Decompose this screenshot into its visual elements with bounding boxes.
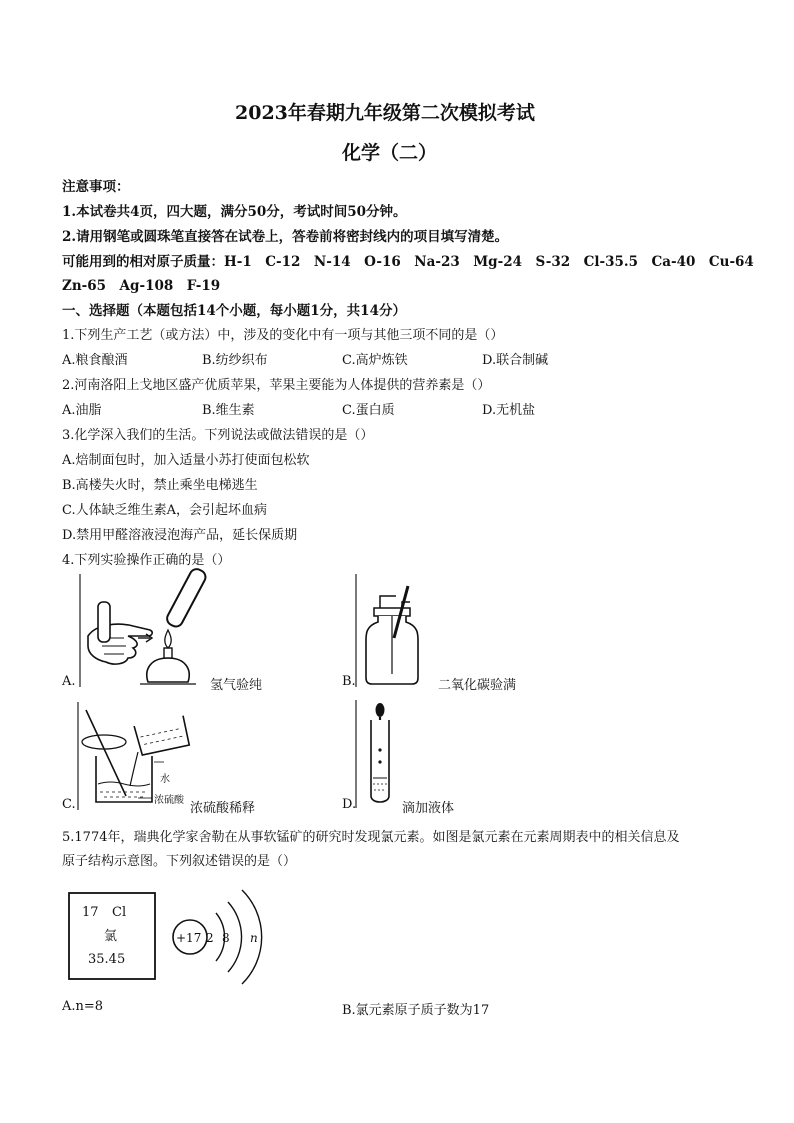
sulfuric-acid-dilution-figure [74, 702, 194, 812]
exam-title: 2023年春期九年级第二次模拟考试 [235, 102, 535, 124]
element-atomic-number: 17 [82, 905, 99, 920]
question-1-option-a: A.粮食酿酒 [62, 353, 128, 368]
question-2-option-a: A.油脂 [62, 403, 102, 418]
element-symbol: Cl [112, 905, 127, 920]
notice-heading: 注意事项： [62, 179, 130, 195]
shell-2-electrons: 8 [222, 931, 230, 945]
question-4-option-a-caption: 氢气验纯 [210, 678, 263, 693]
question-3-option-b: B.高楼失火时，禁止乘坐电梯逃生 [62, 478, 258, 493]
question-5-option-b: B.氯元素原子质子数为17 [342, 1003, 490, 1018]
chlorine-atomic-structure-diagram [170, 880, 270, 990]
hydrogen-purity-test-figure [78, 574, 208, 689]
chlorine-element-card [68, 892, 156, 980]
dropper-adding-liquid-figure [356, 700, 406, 812]
element-atomic-mass: 35.45 [88, 952, 126, 967]
question-3-stem: 3.化学深入我们的生活。下列说法或做法错误的是（） [62, 428, 374, 443]
section-heading: 一、选择题（本题包括14个小题，每小题1分，共14分） [62, 303, 406, 319]
question-5-option-a: A.n=8 [62, 999, 104, 1014]
question-4-stem: 4.下列实验操作正确的是（） [62, 553, 231, 568]
atomic-masses-line-1: 可能用到的相对原子质量：H-1 C-12 N-14 O-16 Na-23 Mg-24 S-32 Cl-35.5 Ca-40 Cu-64 [62, 254, 754, 270]
nucleus-charge: +17 [176, 931, 202, 945]
question-2-option-b: B.维生素 [202, 403, 255, 418]
question-2-option-c: C.蛋白质 [342, 403, 395, 418]
notice-item-1: 1.本试卷共4页，四大题，满分50分，考试时间50分钟。 [62, 204, 407, 220]
question-2-stem: 2.河南洛阳上戈地区盛产优质苹果，苹果主要能为人体提供的营养素是（） [62, 378, 491, 393]
question-2-option-d: D.无机盐 [482, 403, 536, 418]
question-4-option-d-letter: D. [342, 797, 357, 812]
notice-item-2: 2.请用钢笔或圆珠笔直接答在试卷上，答卷前将密封线内的项目填写清楚。 [62, 229, 509, 245]
question-1-option-b: B.纺纱织布 [202, 353, 268, 368]
carbon-dioxide-full-test-figure [356, 574, 436, 689]
question-3-option-c: C.人体缺乏维生素A，会引起坏血病 [62, 503, 268, 518]
question-4-option-c-caption: 浓硫酸稀释 [190, 801, 256, 816]
question-1-option-d: D.联合制碱 [482, 353, 549, 368]
question-4-option-b-caption: 二氧化碳验满 [438, 678, 517, 693]
question-4-option-b-letter: B. [342, 674, 356, 689]
shell-1-electrons: 2 [206, 931, 214, 945]
question-5-stem-line-2: 原子结构示意图。下列叙述错误的是（） [62, 854, 297, 869]
question-4-option-a-letter: A. [62, 674, 76, 689]
atomic-masses-line-2: Zn-65 Ag-108 F-19 [62, 278, 221, 294]
question-4-option-d-caption: 滴加液体 [402, 801, 455, 816]
shell-3-electrons: n [250, 931, 258, 945]
question-5-stem-line-1: 5.1774年，瑞典化学家舍勒在从事软锰矿的研究时发现氯元素。如图是氯元素在元素周期表中的相关信息及 [62, 830, 680, 845]
question-3-option-a: A.焙制面包时，加入适量小苏打使面包松软 [62, 453, 310, 468]
question-3-option-d: D.禁用甲醛溶液浸泡海产品，延长保质期 [62, 528, 298, 543]
question-4-option-c-letter: C. [62, 797, 76, 812]
concentrated-acid-label: 浓硫酸 [154, 795, 184, 806]
subject-title: 化学（二） [342, 142, 438, 164]
question-1-stem: 1.下列生产工艺（或方法）中，涉及的变化中有一项与其他三项不同的是（） [62, 328, 504, 343]
element-name: 氯 [104, 929, 118, 944]
water-label: 水 [160, 774, 170, 785]
question-1-option-c: C.高炉炼铁 [342, 353, 408, 368]
